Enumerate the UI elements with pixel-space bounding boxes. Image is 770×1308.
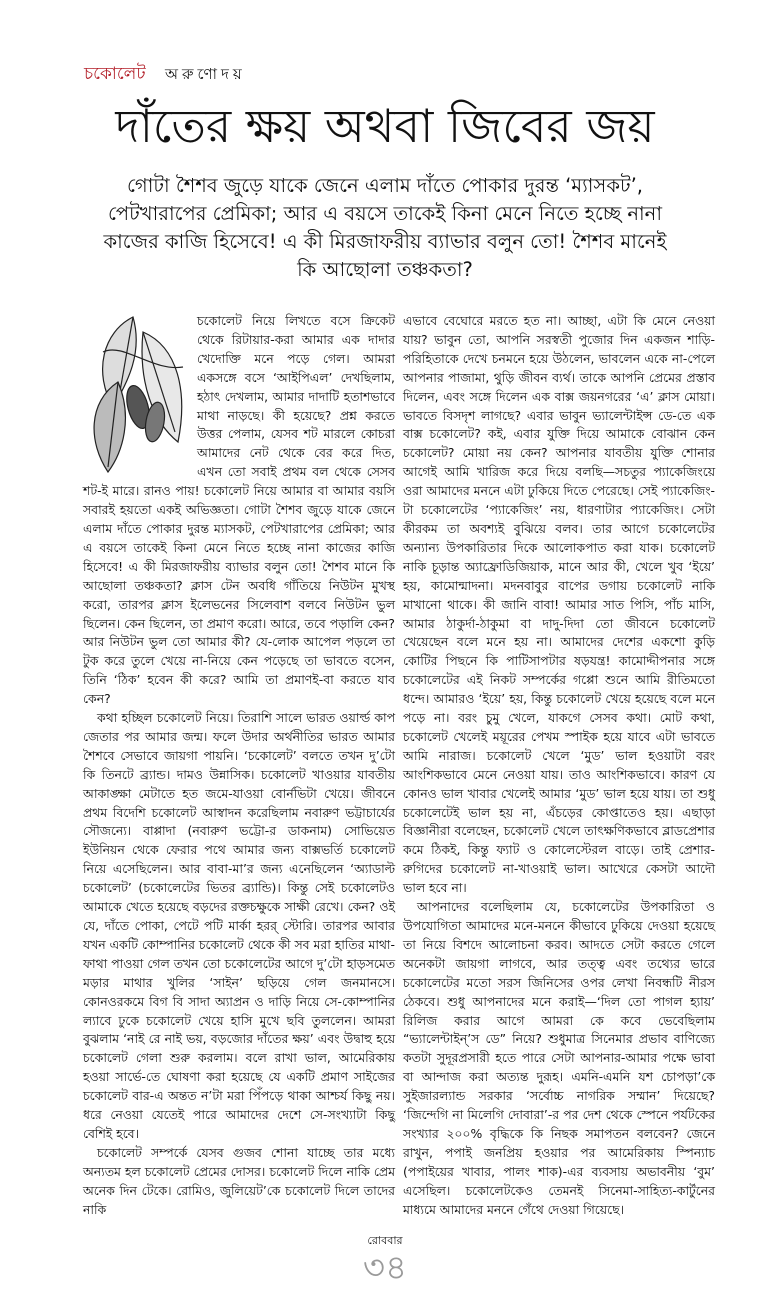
paragraph: এভাবে বেঘোরে মরতে হত না। আচ্ছা, এটা কি মেনে নেওয়া যায়? ভাবুন তো, আপনি সরস্বতী পুজোর দিন একজন শাড়ি-পরিহিতাকে দেখে চনমনে হয়ে উঠলেন, ভাবলেন একে না-পেলে আপনার পাজামা, থুড়ি জীবন ব্যর্থ। তাকে আপনি প্রেমের প্রস্তাব দিলেন, এবং সঙ্গে দিলেন এক বাক্স জয়নগরের ‘এ’ ক্লাস মোয়া। ভাবতে বিসদৃশ লাগছে? এবার ভাবুন ভ্যালেন্টাইন্স ডে-তে এক বাক্স চকোলেট? কই, এবার যুক্তি দিয়ে আমাকে বোঝান কেন চকোলেট? মোয়া নয় কেন? আপনার যাবতীয় যুক্তি শোনার আগেই আমি খারিজ করে দিয়ে বলছি—সচতুর প্যাকেজিংয়ে ওরা আমাদের মননে এটা ঢুকিয়ে দিতে পেরেছে। সেই প্যাকেজিং-টা চকোলেটের ‘প্যাকেজিং’ নয়, ধারণাটার প্যাকেজিং। সেটা কীরকম তা অবশ্যই বুঝিয়ে বলব। তার আগে চকোলেটের অন্যান্য উপকারিতার দিকে আলোকপাত করা যাক। চকোলেট নাকি চূড়ান্ত অ্যাফ্রোডিজিয়াক, মানে আর কী, খেলে খুব ‘ইয়ে’ হয়, কামোন্মাদনা। মদনবাবুর বাপের ডগায় চকোলেট নাকি মাখানো থাকে। কী জানি বাবা! আমার সাত পিসি, পাঁচ মাসি, আমার ঠাকুর্দা-ঠাকুমা বা দাদু-দিদা তো জীবনে চকোলেট খেয়েছেন বলে মনে হয় না। আমাদের দেশের একশো কুড়ি কোটির পিছনে কি পাটিসাপটার ষড়যন্ত্র! কামোদ্দীপনার সঙ্গে চকোলেটের এই নিকট সম্পর্কের গপ্পো শুনে আমি রীতিমতো ধন্দে। আমারও ‘ইয়ে’ হয়, কিন্তু চকোলেট খেয়ে হয়েছে বলে মনে পড়ে না। বরং চুমু খেলে, যাকগে সেসব কথা। মোট কথা, চকোলেট খেলেই ময়ূরের পেখম স্পাইক হয়ে যাবে এটা ভাবতে আমি নারাজ। চকোলেট খেলে ‘মুড’ ভাল হওয়াটা বরং আংশিকভাবে মেনে নেওয়া যায়। তাও আংশিকভাবে। কারণ যে কোনও ভাল খাবার খেলেই আমার ‘মুড’ ভাল হয়ে যায়। তা শুধু চকোলেটেই ভাল হয় না, এঁচড়ের কোপ্তাতেও হয়। এছাড়া বিজ্ঞানীরা বলেছেন, চকোলেট খেলে তাৎক্ষণিকভাবে ব্লাডপ্রেশার কমে ঠিকই, কিন্তু ফ্যাট ও কোলেস্টেরল বাড়ে। তাই প্রেশার-রুগিদের চকোলেট না-খাওয়াই ভাল। আখেরে কেসটা আদৌ ভাল হবে না। — [403, 313, 716, 896]
cocoa-leaf-illustration — [83, 312, 191, 474]
author-name: অরুণোদয় — [165, 65, 246, 83]
article-deck: গোটা শৈশব জুড়ে যাকে জেনে এলাম দাঁতে পোকার দুরন্ত ‘ম্যাসকট’, পেটখারাপের প্রেমিকা; আর এ বয়সে তাকেই কিনা মেনে নিতে হচ্ছে নানা কাজের কাজি হিসেবে! এ কী মিরজাফরীয় ব্যাভার বলুন তো! শৈশব মানেই কি আছোলা তঞ্চকতা? — [103, 174, 667, 281]
article-title: দাঁতের ক্ষয় অথবা জিবের জয় — [115, 99, 655, 153]
paragraph: চকোলেট সম্পর্কে যেসব গুজব শোনা যাচ্ছে তার মধ্যে অন্যতম হল চকোলেট প্রেমের দোসর। চকোলেট দিলে নাকি প্রেম অনেক দিন টেকে। রোমিও, জুলিয়েট’কে চকোলেট দিলে তাদের নাকি — [83, 1144, 395, 1217]
body-columns — [83, 312, 715, 1220]
page-footer — [0, 1220, 770, 1288]
category-label: চকোলেট — [84, 64, 146, 84]
magazine-name: রোববার — [367, 1233, 403, 1247]
paragraph: আপনাদের বলেছিলাম যে, চকোলেটের উপকারিতা ও উপযোগিতা আমাদের মনে-মননে কীভাবে ঢুকিয়ে দেওয়া হয়েছে তা নিয়ে বিশদে আলোচনা করব। আদতে সেটা করতে গেলে অনেকটা জায়গা লাগবে, আর তত্ত্ব এবং তথ্যের ভারে চকোলেটের মতো সরস জিনিসের ওপর লেখা নিবন্ধটি নীরস ঠেকবে। শুধু আপনাদের মনে করাই—‘দিল তো পাগল হ্যায়’ রিলিজ করার আগে আমরা কে কবে ভেবেছিলাম “ভ্যালেন্টাইন্’স ডে” নিয়ে? শুধুমাত্র সিনেমার প্রভাব বাণিজ্যে কতটা সুদূরপ্রসারী হতে পারে সেটা আপনার-আমার পক্ষে ভাবা বা আন্দাজ করা অত্যন্ত দুরূহ। এমনি-এমনি যশ চোপড়া’কে সুইজারল্যান্ড সরকার ‘সর্বোচ্চ নাগরিক সম্মান’ দিয়েছে? ‘জিন্দেগি না মিলেগি দোবারা’-র পর দেশ থেকে স্পেনে পর্যটকের সংখ্যার ২০০% বৃদ্ধিকে কি নিছক সমাপতন বলবেন? জেনে রাখুন, পপাই জনপ্রিয় হওয়ার পর আমেরিকায় স্পিন্যাচ (পপাইয়ের খাবার, পালং শাক)-এর ব্যবসায় অভাবনীয় ‘বুম’ এসেছিল। চকোলেটকেও তেমনই সিনেমা-সাহিত্য-কার্টুনের মাধ্যমে আমাদের মননে গেঁথে দেওয়া গিয়েছে। — [403, 899, 715, 1217]
article-kicker — [84, 62, 770, 86]
paragraph: চকোলেট নিয়ে লিখতে বসে ক্রিকেট থেকে রিটায়ার-করা আমার এক দাদার খেদোক্তি মনে পড়ে গেল। আমরা একসঙ্গে বসে ‘আইপিএল’ দেখছিলাম, হঠাৎ দেখলাম, আমার দাদাটি হতাশভাবে মাথা নাড়ছে। কী হয়েছে? প্রশ্ন করতে উত্তর পেলাম, যেসব শট মারলে কোচরা আমাদের নেট থেকে বের করে দিত, এখন তো সবাই প্রথম বল থেকে সেসব শট-ই মারে। রানও পায়! চকোলেট নিয়ে আমার বা আমার বয়সি সবারই হয়তো একই অভিজ্ঞতা। গোটা শৈশব জুড়ে যাকে জেনে এলাম দাঁতে পোকার দুরন্ত ম্যাসকট, পেটখারাপের প্রেমিকা; আর এ বয়সে তাকেই কিনা মেনে নিতে হচ্ছে নানা কাজের কাজি হিসেবে! এ কী মিরজাফরীয় ব্যাভার বলুন তো! শৈশব মানে কি আছোলা তঞ্চকতা? ক্লাস টেন অবধি গাঁতিয়ে নিউটন মুখস্থ করো, তারপর ক্লাস ইলেভনের সিলেবাশ বলবে নিউটন ভুল ছিলেন। কেন ছিলেন, তা প্রমাণ করো। আরে, তবে পড়ালি কেন? আর নিউটন ভুল তো আমার কী? যে-লোক আপেল পড়লে তা টুক করে তুলে খেয়ে না-নিয়ে কেন পড়েছে তা ভাবতে বসেন, তিনি ‘ঠিক’ হবেন কী করে? আমি তা প্রমাণই-বা করতে যাব কেন? — [83, 313, 395, 707]
paragraph: কথা হচ্ছিল চকোলেট নিয়ে। তিরাশি সালে ভারত ওয়ার্ল্ড কাপ জেতার পর আমার জন্ম। ফলে উদার অর্থনীতির ভারত আমার শৈশবে সেভাবে জায়গা পায়নি। ‘চকোলেট’ বলতে তখন দু’টো কি তিনটে ব্র্যান্ড। দামও উন্নাসিক। চকোলেট খাওয়ার যাবতীয় আকাঙ্ক্ষা মেটাতে হত জমে-যাওয়া বোর্নভিটা খেয়ে। জীবনে প্রথম বিদেশি চকোলেট আস্বাদন করেছিলাম নবারুণ ভট্টাচার্যের সৌজন্যে। বাপ্পাদা (নবারুণ ভট্টো-র ডাকনাম) সোভিয়েত ইউনিয়ন থেকে ফেরার পথে আমার জন্য বাক্সভর্তি চকোলেট নিয়ে এসেছিলেন। আর বাবা-মা’র জন্য এনেছিলেন ‘অ্যাডাল্ট চকোলেট’ (চকোলেটের ভিতর ব্র্যান্ডি)। কিন্তু সেই চকোলেটও আমাকে খেতে হয়েছে বড়দের রক্তচক্ষুকে সাক্ষী রেখে। কেন? ওই যে, দাঁতে পোকা, পেটে পটি মার্কা হরর্ স্টোরি। তারপর আবার যখন একটি কোম্পানির চকোলেট থেকে কী সব মরা হাতির মাথা-ফাথা পাওয়া গেল তখন তো চকোলেটের আগে দু’টো হাড়সমেত মড়ার মাথার খুলির ‘সাইন’ ছড়িয়ে গেল জনমানসে। কোনওরকমে বিগ বি সাদা অ্যাপ্রন ও দাড়ি নিয়ে সে-কোম্পানির ল্যাবে ঢুকে চকোলেট খেয়ে হাসি মুখে ছবি তুললেন। আমরা বুঝলাম ‘নাই রে নাই ভয়, বড়জোর দাঁতের ক্ষয়’ এবং উদ্বাহু হয়ে চকোলেট গেলা শুরু করলাম। বলে রাখা ভাল, আমেরিকায় হওয়া সার্ভে-তে ঘোষণা করা হয়েছে যে একটি প্রমাণ সাইজের চকোলেট বার-এ অন্তত ন’টা মরা পিঁপড়ে থাকা আশ্চর্য কিছু নয়। ধরে নেওয়া যেতেই পারে আমাদের দেশে সে-সংখ্যাটা কিছু বেশিই হবে। — [83, 710, 395, 1141]
body-column-left — [83, 312, 395, 1220]
body-column-right — [403, 312, 715, 1220]
page-number: ৩৪ — [362, 1247, 408, 1288]
